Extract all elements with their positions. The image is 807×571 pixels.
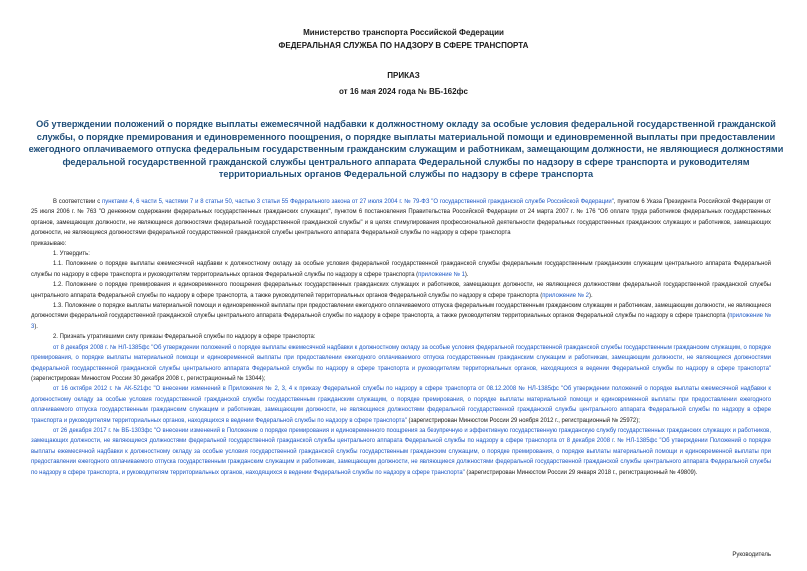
repealed-order-1 <box>31 343 771 385</box>
appendix-2-link[interactable]: приложение № 2 <box>542 292 589 299</box>
doc-date-number: от 16 мая 2024 года № ВБ-162фс <box>338 87 468 96</box>
service-name: ФЕДЕРАЛЬНАЯ СЛУЖБА ПО НАДЗОРУ В СФЕРЕ ТРАНСПОРТА <box>278 41 529 50</box>
law-link[interactable]: пунктами 4, 6 части 5, частями 7 и 8 статьи 50, частью 3 статьи 55 Федерального закона от 27 июля 2004 г. № 79-ФЗ "О государственной гражданской службе Российской Федерации" <box>102 199 614 205</box>
item-1-3-close: ). <box>34 323 38 330</box>
repealed-order-3-link[interactable]: от 26 декабря 2017 г. № ВБ-1303фс "О внесении изменений в Положение о порядке премирования и единовременного поощрения за безупречную и эффективную государственную гражданскую службу государственных гражданских служащих и работников, замещающих должности, не являющиеся должностями федеральной государственной гражданской службы центрального аппарата Федеральной службы по надзору в сфере транспорта от 8 декабря 2008 г. № НЛ-1385фс "Об утверждении Положений о порядке выплаты ежемесячной надбавки к должностному окладу за особые условия государственной гражданской службы государственным гражданским служащим, о порядке премирования, о порядке выплаты материальной помощи и единовременной выплаты при предоставлении ежегодного оплачиваемого отпуска государственным гражданским служащим и работникам, замещающим должности, не являющиеся должностями федеральной государственной гражданской службы центрального аппарата Федеральной службы по надзору в сфере транспорта, и руководителям территориальных органов, находящихся в ведении Федеральной службы по надзору в сфере транспорта" <box>31 427 771 476</box>
item-1-2 <box>31 280 771 301</box>
item-2: 2. Признать утратившими силу приказы Федеральной службы по надзору в сфере транспорта: <box>53 334 316 341</box>
repealed-order-1-link[interactable]: от 8 декабря 2008 г. № НЛ-1385фс "Об утверждении положений о порядке выплаты ежемесячной надбавки к должностному окладу за особые условия федеральной государственной гражданской службы государственным гражданским служащим, о порядке премирования, о порядке выплаты материальной помощи и единовременной выплаты при предоставлении ежегодного оплачиваемого отпуска государственным гражданским служащим и работникам, замещающим должности, не являющиеся должностями федеральной государственной гражданской службы центрального аппарата Федеральной службы по надзору в сфере транспорта и руководителям территориальных органов, находящихся в ведении Федеральной службы по надзору в сфере транспорта" <box>31 344 771 372</box>
appendix-3-link[interactable]: приложение № 3 <box>31 313 772 330</box>
item-1-3-text: 1.3. Положение о порядке выплаты материальной помощи и единовременной выплаты при предоставлении ежегодного оплачиваемого отпуска федеральным государственным гражданским служащим и работникам, замещающим должности, не являющиеся должностями федеральной государственной гражданской службы центрального аппарата Федеральной службы по надзору в сфере транспорта, а также руководителям территориальных органов Федеральной службы по надзору в сфере транспорта ( <box>31 303 771 320</box>
item-1: 1. Утвердить: <box>53 251 90 258</box>
item-1-2-text: 1.2. Положение о порядке премирования и единовременного поощрения федеральных государственных гражданских служащих и работников, замещающих должности, не являющиеся должностями федеральной государственной гражданской службы центрального аппарата Федеральной службы по надзору в сфере транспорта, а также руководителей территориальных органов Федеральной службы по надзору в сфере транспорта ( <box>31 282 771 299</box>
preamble-text: В соответствии с <box>53 199 103 205</box>
repealed-order-2-link[interactable]: от 16 октября 2012 г. № АК-521фс "О внесении изменений в Приложения № 2, 3, 4 к приказу Федеральной службы по надзору в сфере транспорта от 08.12.2008 № НЛ-1385фс "Об утверждении положений о порядке выплаты ежемесячной надбавки к должностному окладу за особые условия государственной гражданской службы государственным гражданским служащим, о порядке премирования, о порядке выплаты материальной помощи и единовременной выплаты при предоставлении ежегодного оплачиваемого отпуска государственным гражданским служащим и работникам, замещающим должности, не являющиеся должностями федеральной государственной гражданской службы центрального аппарата Федеральной службы по надзору в сфере транспорта и руководителям территориальных органов, находящихся в ведении Федеральной службы по надзору в сфере транспорта" <box>31 386 771 424</box>
item-1-1-close: ). <box>464 271 469 278</box>
repealed-order-3 <box>31 426 771 478</box>
ministry-name: Министерство транспорта Российской Федерации <box>303 28 504 37</box>
doc-title: Об утверждении положений о порядке выплаты ежемесячной надбавки к должностному окладу за особые условия федеральной государственной гражданской службы, о порядке премирования и единовременного поощрения, о порядке выплаты материальной помощи и единовременной выплаты при предоставлении ежегодного оплачиваемого отпуска федеральным государственным гражданским служащим и работникам, замещающим должности, не являющиеся должностями федеральной государственной гражданской службы центрального аппарата Федеральной службы по надзору в сфере транспорта и руководителям территориальных органов Федеральной службы по надзору в сфере транспорта <box>28 119 784 179</box>
doc-type: ПРИКАЗ <box>387 71 420 80</box>
preamble-text-2: , пунктом 6 Указа Президента Российской Федерации от 25 июля 2006 г. № 763 "О денежном содержании федеральных государственных гражданских служащих", пунктом 6 постановления Правительства Российской Федерации от 24 марта 2007 г. № 176 "Об оплате труда работников федеральных государственных органов, замещающих должности, не являющиеся должностями федеральной государственной гражданской службы" и в целях стимулирования профессиональной деятельности федеральных государственных гражданских служащих и работников, замещающих должности, не являющиеся должностями федеральной государственной гражданской службы центрального аппарата Федеральной службы по надзору в сфере транспорта <box>31 199 771 237</box>
repealed-order-2 <box>31 384 771 426</box>
item-1-2-close: ). <box>588 292 593 299</box>
doc-body <box>31 197 771 478</box>
item-1-3 <box>31 301 771 332</box>
repealed-order-3-reg: (зарегистрирован Минюстом России 29 января 2018 г., регистрационный № 49809). <box>464 469 698 476</box>
signature: Руководитель <box>732 552 771 558</box>
repealed-order-2-reg: (зарегистрирован Минюстом России 29 ноября 2012 г., регистрационный № 25972); <box>406 417 640 424</box>
order-word: приказываю: <box>31 240 67 247</box>
repealed-order-1-reg: (зарегистрирован Минюстом России 30 декабря 2008 г., регистрационный № 13044); <box>31 375 266 382</box>
preamble <box>31 197 771 239</box>
item-1-1 <box>31 259 771 280</box>
item-1-1-text: 1.1. Положение о порядке выплаты ежемесячной надбавки к должностному окладу за особые условия федеральной государственной гражданской службы федеральным государственным гражданским служащим центрального аппарата Федеральной службы по надзору в сфере транспорта и руководителям территориальных органов Федеральной службы по надзору в сфере транспорта ( <box>31 261 771 278</box>
appendix-1-link[interactable]: приложение № 1 <box>418 271 465 278</box>
